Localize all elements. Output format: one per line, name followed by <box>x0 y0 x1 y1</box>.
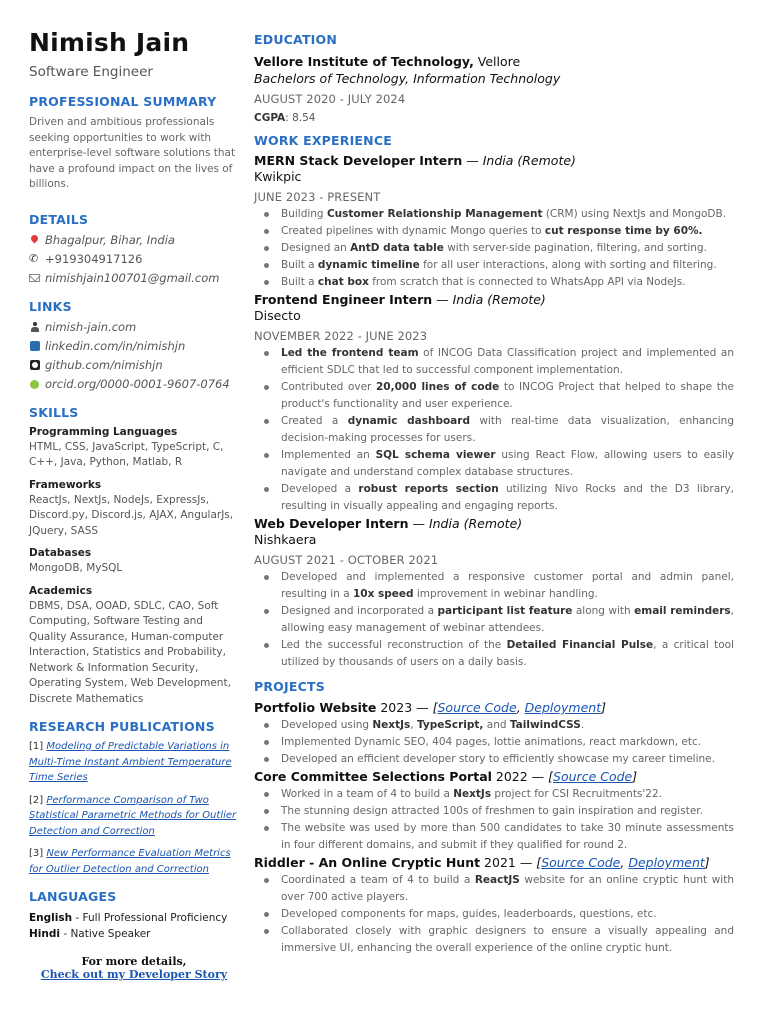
bullet-highlight: SQL schema viewer <box>375 449 496 461</box>
bullet-text: Created pipelines with dynamic Mongo queries to <box>281 225 545 237</box>
bracket: ] <box>632 769 638 784</box>
email-row[interactable] <box>29 269 239 288</box>
job-entry <box>254 152 734 291</box>
bullet-item <box>254 906 734 923</box>
bullet-highlight: dynamic timeline <box>317 259 420 271</box>
bullet-item <box>254 223 734 240</box>
bracket: [ <box>432 700 438 715</box>
job-entry <box>254 515 734 671</box>
bullet-item <box>254 923 734 957</box>
project-name: Riddler - An Online Cryptic Hunt <box>254 855 481 870</box>
job-separator: — <box>408 516 429 531</box>
bullet-item <box>254 379 734 413</box>
bullet-item <box>254 257 734 274</box>
bullet-text: project for CSI Recruitments'22. <box>491 788 662 800</box>
publication-link[interactable]: Performance Comparison of Two Statistical Parametric Methods for Outlier Detection and Correction <box>29 794 237 837</box>
skill-group-heading: Frameworks <box>29 478 102 491</box>
projects-list <box>254 699 734 957</box>
bullet-text: Developed and implemented a responsive customer portal and admin panel, resulting in a <box>281 571 734 600</box>
publication-item <box>29 739 239 786</box>
phone-text: +919304917126 <box>45 251 143 266</box>
source-code-link[interactable]: Source Code <box>541 855 621 870</box>
summary-text: Driven and ambitious professionals seeking opportunities to work with enterprise-level software solutions that have a profound impact on the lives of billions. <box>29 116 236 190</box>
developer-story-link[interactable]: Check out my Developer Story <box>40 968 228 981</box>
work-heading: WORK EXPERIENCE <box>254 133 392 148</box>
bullet-text: The website was used by more than 500 candidates to take 30 minute assessments in four different domains, and submit if they qualified for round 2. <box>281 822 734 851</box>
education-heading: EDUCATION <box>254 32 338 47</box>
orcid-link[interactable] <box>29 375 239 394</box>
bullet-highlight: chat box <box>317 276 369 288</box>
bracket: ] <box>601 700 606 715</box>
project-year: 2021 — <box>480 855 537 870</box>
bullet-item <box>254 481 734 515</box>
bullet-item <box>254 569 734 603</box>
comma: , <box>516 700 525 715</box>
mail-icon <box>29 272 41 284</box>
job-dates: JUNE 2023 - PRESENT <box>254 190 381 204</box>
bullet-text: Contributed over <box>281 381 376 393</box>
bullet-text: improvement in webinar handling. <box>413 588 598 600</box>
job-dates: AUGUST 2021 - OCTOBER 2021 <box>254 553 439 567</box>
details-list <box>29 231 239 288</box>
language-level: - Full Professional Proficiency <box>72 912 228 924</box>
skill-group-text: MongoDB, MySQL <box>29 562 123 574</box>
cgpa-label: CGPA <box>254 112 286 124</box>
source-code-link[interactable]: Source Code <box>553 769 633 784</box>
job-separator: — <box>462 153 483 168</box>
bullet-highlight: 20,000 lines of code <box>376 381 500 393</box>
job-company: Disecto <box>254 308 301 323</box>
email-text[interactable]: nimishjain100701@gmail.com <box>45 270 220 285</box>
bullet-text: . <box>580 719 585 731</box>
github-link-text[interactable]: github.com/nimishjn <box>45 357 163 372</box>
summary-heading: PROFESSIONAL SUMMARY <box>29 94 217 109</box>
project-name: Portfolio Website <box>254 700 377 715</box>
bullet-item <box>254 872 734 906</box>
job-location: India (Remote) <box>428 516 523 531</box>
cgpa-value: : 8.54 <box>285 112 316 124</box>
bullet-item <box>254 751 734 768</box>
comma: , <box>620 855 629 870</box>
education-school <box>254 53 734 70</box>
language-name: English <box>29 912 73 924</box>
github-icon <box>29 359 41 371</box>
website-link[interactable] <box>29 318 239 337</box>
publication-link[interactable]: Modeling of Predictable Variations in Multi-Time Instant Ambient Temperature Time Series <box>29 741 232 783</box>
github-link[interactable] <box>29 356 239 375</box>
website-link-text[interactable]: nimish-jain.com <box>45 319 137 334</box>
phone-icon: ✆ <box>29 252 39 265</box>
job-location: India (Remote) <box>482 153 576 168</box>
bullet-highlight: participant list feature <box>437 605 573 617</box>
bullet-text: , <box>410 719 417 731</box>
bullet-item <box>254 240 734 257</box>
bullet-text: Developed an efficient developer story to efficiently showcase my career timeline. <box>281 753 715 765</box>
bullet-highlight: NextJs <box>453 788 492 800</box>
job-company: Nishkaera <box>254 532 317 547</box>
project-entry <box>254 854 734 957</box>
more-details-text: For more details, <box>81 955 187 968</box>
work-list <box>254 152 734 671</box>
deployment-link[interactable]: Deployment <box>524 700 602 715</box>
bullet-text: from scratch that is connected to WhatsApp API via NodeJs. <box>368 276 686 288</box>
linkedin-link[interactable] <box>29 337 239 356</box>
person-icon <box>29 321 41 333</box>
bullet-text: Designed and incorporated a <box>281 605 438 617</box>
job-dates: NOVEMBER 2022 - JUNE 2023 <box>254 329 428 343</box>
bullet-highlight: ReactJS <box>474 874 520 886</box>
project-year: 2023 — <box>376 700 433 715</box>
bullet-text: Built a <box>281 276 318 288</box>
bullet-text: Coordinated a team of 4 to build a <box>281 874 475 886</box>
languages-heading: LANGUAGES <box>29 889 117 904</box>
job-role: Web Developer Intern <box>254 516 409 531</box>
bullet-text: to INCOG Project that helped to shape the product's functionality and user experience. <box>281 381 735 410</box>
links-heading: LINKS <box>29 298 72 314</box>
bullet-highlight: NextJs <box>372 719 411 731</box>
candidate-name: Nimish Jain <box>29 28 190 57</box>
publications-list <box>29 739 239 877</box>
skills-heading: SKILLS <box>29 404 79 420</box>
publication-link[interactable]: New Performance Evaluation Metrics for Outlier Detection and Correction <box>29 848 231 875</box>
bullet-text: Collaborated closely with graphic designers to ensure a visually appealing and immersive UI, enhancing the overall experience of the online cryptic hunt. <box>281 925 734 954</box>
bullet-highlight: dynamic dashboard <box>347 415 470 427</box>
bullet-item <box>254 603 734 637</box>
bullet-text: Developed components for maps, guides, leaderboards, questions, etc. <box>281 908 657 920</box>
publication-number: [3] <box>29 848 44 859</box>
candidate-role: Software Engineer <box>29 64 153 80</box>
publication-item <box>29 793 239 840</box>
publication-number: [2] <box>29 794 44 806</box>
bullet-item <box>254 413 734 447</box>
bullet-text: and <box>483 719 510 731</box>
school-city: Vellore <box>473 54 521 69</box>
project-entry <box>254 768 734 854</box>
orcid-icon <box>29 378 41 390</box>
details-heading: DETAILS <box>29 211 89 227</box>
bullet-text: Designed an <box>281 242 351 254</box>
language-level: - Native Speaker <box>59 928 151 940</box>
bullet-highlight: TypeScript, <box>416 719 484 731</box>
bullet-text: Built a <box>281 259 318 271</box>
bullet-item <box>254 345 734 379</box>
bullet-item <box>254 206 734 223</box>
source-code-link[interactable]: Source Code <box>437 700 517 715</box>
bullet-text: , a critical tool utilized by thousands of users on a daily basis. <box>281 639 734 668</box>
bullet-text: using React Flow, allowing users to easily navigate and understand complex database structures. <box>281 449 734 478</box>
bullet-highlight: TailwindCSS <box>509 719 581 731</box>
education-degree: Bachelors of Technology, Information Technology <box>254 71 561 86</box>
project-title <box>254 854 734 871</box>
language-item <box>29 926 239 942</box>
bullet-text: , allowing easy management of webinar attendees. <box>281 605 734 634</box>
bullet-highlight: Customer Relationship Management <box>326 208 543 220</box>
bullet-item <box>254 734 734 751</box>
bullet-text: (CRM) using NextJs and MongoDB. <box>542 208 727 220</box>
publications-heading: RESEARCH PUBLICATIONS <box>29 719 215 734</box>
bullet-text: Created a <box>281 415 348 427</box>
bullet-list <box>254 717 734 768</box>
project-title <box>254 768 734 785</box>
location-pin-icon <box>29 234 41 246</box>
orcid-link-text[interactable]: orcid.org/0000-0001-9607-0764 <box>45 376 230 391</box>
bullet-highlight: robust reports section <box>358 483 499 495</box>
job-title <box>254 515 734 532</box>
job-title <box>254 291 734 308</box>
bullet-text: utilizing Nivo Rocks and the D3 library, resulting in visually appealing and engaging reports. <box>281 483 734 512</box>
location-row <box>29 231 239 250</box>
bullet-item <box>254 447 734 481</box>
bracket: [ <box>536 855 542 870</box>
bullet-list <box>254 569 734 671</box>
bullet-highlight: 10x speed <box>352 588 414 600</box>
bullet-highlight: AntD data table <box>350 242 444 254</box>
language-name: Hindi <box>29 928 60 940</box>
bullet-text: along with <box>572 605 635 617</box>
bullet-text: of INCOG Data Classification project and implemented an efficient SDLC that led to successful component implementation. <box>281 347 734 376</box>
job-role: Frontend Engineer Intern <box>254 292 433 307</box>
bullet-item <box>254 803 734 820</box>
bullet-item <box>254 637 734 671</box>
skills-list <box>29 425 239 708</box>
job-location: India (Remote) <box>452 292 546 307</box>
education-cgpa <box>254 111 734 126</box>
language-item <box>29 910 239 926</box>
project-year: 2022 — <box>491 769 549 784</box>
project-name: Core Committee Selections Portal <box>254 769 492 784</box>
phone-row <box>29 250 239 269</box>
bullet-text: Developed a <box>281 483 359 495</box>
publication-item <box>29 846 239 877</box>
bullet-list <box>254 786 734 854</box>
more-details <box>29 955 239 981</box>
bullet-text: Implemented an <box>281 449 376 461</box>
skill-group-heading: Programming Languages <box>29 425 178 438</box>
skill-group-text: DBMS, DSA, OOAD, SDLC, CAO, Soft Computing, Software Testing and Quality Assurance, Human-computer Interaction, Statistics and Probability, Network & Information Security, Operating System, Web Development, Discrete Mathematics <box>29 599 231 705</box>
left-column <box>29 26 239 981</box>
skill-group-text: ReactJs, NextJs, NodeJs, ExpressJs, Discord.py, Discord.js, AJAX, AngularJs, JQuery, SASS <box>29 493 234 537</box>
bullet-item <box>254 820 734 854</box>
projects-heading: PROJECTS <box>254 679 325 694</box>
location-text: Bhagalpur, Bihar, India <box>45 232 175 247</box>
skill-group-heading: Databases <box>29 547 92 559</box>
project-title <box>254 699 734 716</box>
school-name: Vellore Institute of Technology, <box>254 54 474 69</box>
job-company: Kwikpic <box>254 169 302 184</box>
bullet-text: Led the successful reconstruction of the <box>281 639 507 651</box>
skill-group-text: HTML, CSS, JavaScript, TypeScript, C, C++, Java, Python, Matlab, R <box>29 440 224 468</box>
bullet-item <box>254 717 734 734</box>
skill-group-heading: Academics <box>29 584 93 597</box>
bullet-highlight: Led the frontend team <box>281 347 419 359</box>
bullet-text: Developed using <box>281 719 373 731</box>
job-separator: — <box>432 292 453 307</box>
bullet-text: with server-side pagination, filtering, and sorting. <box>443 242 707 254</box>
bullet-text: Implemented Dynamic SEO, 404 pages, lottie animations, react markdown, etc. <box>281 736 702 748</box>
bullet-highlight: cut response time by 60%. <box>544 225 703 237</box>
bracket: ] <box>704 855 710 870</box>
linkedin-link-text[interactable]: linkedin.com/in/nimishjn <box>45 338 186 353</box>
bullet-text: Worked in a team of 4 to build a <box>281 788 454 800</box>
project-entry <box>254 699 734 768</box>
bullet-text: with real-time data visualization, enhancing decision-making processes for users. <box>281 415 734 444</box>
bullet-text: Building <box>281 208 327 220</box>
bullet-list <box>254 345 734 515</box>
bullet-list <box>254 872 734 957</box>
languages-list <box>29 910 239 942</box>
bullet-highlight: Detailed Financial Pulse <box>506 639 654 651</box>
linkedin-icon <box>29 340 41 352</box>
education-dates: AUGUST 2020 - JULY 2024 <box>254 92 406 106</box>
deployment-link[interactable]: Deployment <box>628 855 705 870</box>
bullet-text: website for an online cryptic hunt with over 700 active players. <box>281 874 734 903</box>
job-title <box>254 152 734 169</box>
bullet-highlight: email reminders <box>634 605 731 617</box>
bracket: [ <box>548 769 554 784</box>
bullet-text: for all user interactions, along with sorting and filtering. <box>419 259 717 271</box>
links-list <box>29 318 239 394</box>
bullet-text: The stunning design attracted 100s of freshmen to gain inspiration and register. <box>281 805 703 817</box>
job-entry <box>254 291 734 515</box>
bullet-list <box>254 206 734 291</box>
job-role: MERN Stack Developer Intern <box>254 153 463 168</box>
bullet-item <box>254 786 734 803</box>
bullet-item <box>254 274 734 291</box>
publication-number: [1] <box>29 741 44 752</box>
right-column <box>254 31 734 957</box>
